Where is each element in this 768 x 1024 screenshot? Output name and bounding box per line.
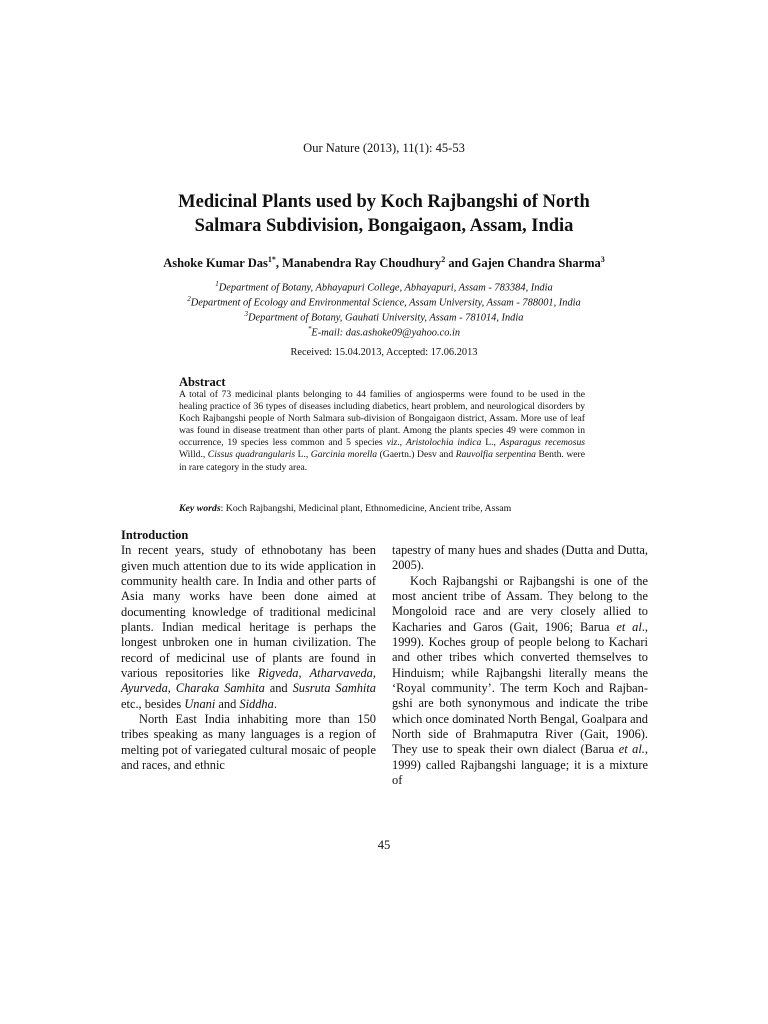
page-number: 45: [377, 838, 391, 852]
text-italic: Susruta Samhita: [292, 681, 376, 696]
intro-paragraph-3: [392, 574, 648, 789]
text-italic: et al: [616, 619, 642, 634]
author-separator: ,: [275, 256, 283, 271]
abstract-section: [179, 375, 585, 474]
abstract-text-part: .,: [397, 437, 406, 449]
corresponding-email: [0, 324, 768, 339]
affiliation-3-text: Department of Botany, Gauhati University, Assam - 781014, India: [248, 312, 524, 324]
paragraph-text: In recent years, study of ethnobotany has been given much attention due to its wide application in community health care. In India and other parts of Asia many works have been done aimed at documenting knowledge of traditional medicinal plants. Indian medical heritage is perhaps the longest unbroken one in human civilization. The record of medicinal use of plants are found in various repositories like: [121, 543, 376, 681]
author-1-sup: 1*: [267, 255, 276, 264]
paper-title: [100, 190, 668, 238]
intro-paragraph-1: [121, 543, 376, 712]
abstract-text-part: L.,: [295, 449, 311, 461]
abstract-text-part: Benth. were in rare category in the study area.: [179, 449, 585, 473]
text-italic: Atharvaveda: [309, 666, 373, 681]
species-name: Garcinia morella: [310, 449, 378, 461]
author-2-sup: 2: [441, 255, 446, 264]
paragraph-text: and: [264, 681, 293, 696]
abstract-italic: viz: [386, 437, 398, 449]
intro-paragraph-2: North East India inhabiting more than 150 tribes speaking as many languages is a region of melting pot of variegated cultural mosaic of people and races, and ethnic: [121, 712, 376, 773]
affiliation-3-sup: 3: [244, 309, 249, 318]
abstract-text-part: Willd.,: [179, 449, 208, 461]
species-name: Rauvolfia serpentina: [455, 449, 536, 461]
received-accepted-dates: Received: 15.04.2013, Accepted: 17.06.2013: [290, 347, 478, 358]
text-italic: Charaka Samhita: [175, 681, 265, 696]
paragraph-text: ., 1999). Koches group of people belong to Kachari and other tribes which converted themselves to Hinduism; while Rajbangshi literally means the ‘Royal community’. The term Koch and Rajban-gshi are both synonymous and indicate the tribe which once dominated North Bengal, Goalpara and North side of Brahmaputra River (Gait, 1906). They use to speak their own dialect (Barua: [392, 619, 648, 757]
paragraph-text: .: [273, 696, 277, 711]
keywords-line: [179, 503, 585, 514]
affiliation-2: [0, 294, 768, 309]
author-3-sup: 3: [600, 255, 605, 264]
author-3: Gajen Chandra Sharma: [471, 256, 601, 271]
paragraph-text: ,: [372, 666, 376, 681]
affiliation-1-sup: 1: [215, 280, 219, 288]
author-1: Ashoke Kumar Das: [163, 256, 268, 271]
author-separator: and: [445, 256, 472, 271]
keywords-label: Key words: [179, 503, 221, 514]
title-line-1: Medicinal Plants used by Koch Rajbangshi of North: [178, 192, 590, 212]
right-column: [392, 543, 648, 789]
affiliation-3: [0, 309, 768, 324]
species-name: Aristolochia indica: [405, 437, 482, 449]
text-italic: Ayurveda: [121, 681, 168, 696]
species-name: Cissus quadrangularis: [207, 449, 296, 461]
text-italic: Unani: [184, 696, 216, 711]
affiliation-1-text: Department of Botany, Abhayapuri College, Abhayapuri, Assam - 783384, India: [218, 282, 553, 294]
paragraph-text: ,: [298, 666, 310, 681]
email-text: E-mail: das.ashoke09@yahoo.co.in: [311, 327, 461, 339]
left-column: [121, 528, 376, 774]
intro-paragraph-2-continued: tapestry of many hues and shades (Dutta and Dutta, 2005).: [392, 543, 648, 573]
abstract-heading: Abstract: [179, 375, 226, 389]
paragraph-text: etc., besides: [121, 696, 185, 711]
affiliation-1: [0, 279, 768, 294]
abstract-text-part: A total of 73 medicinal plants belonging to 44 families of angiosperms were found to be used in the healing practice of 36 types of diseases including diabetics, heart problem, and neurological disorders by Koch Rajbangshi people of North Salmara sub-division of Bongaigaon district, Assam. More use of leaf was found in disease treatment than other parts of plant. Among the plants species 49 were common in occurrence, 19 species less common and 5 species: [179, 389, 585, 449]
keywords-text: : Koch Rajbangshi, Medicinal plant, Ethnomedicine, Ancient tribe, Assam: [220, 503, 512, 514]
journal-citation: Our Nature (2013), 11(1): 45-53: [303, 141, 465, 155]
introduction-heading: Introduction: [121, 528, 189, 542]
email-sup: *: [307, 324, 312, 333]
author-2: Manabendra Ray Choudhury: [282, 256, 442, 271]
abstract-text: [179, 389, 585, 474]
affiliation-2-sup: 2: [187, 294, 191, 303]
paragraph-text: ,: [167, 681, 176, 696]
affiliations: [0, 279, 768, 339]
species-name: Asparagus recemosus: [499, 437, 585, 449]
text-italic: Siddha: [239, 696, 274, 711]
text-italic: et al.: [618, 742, 645, 757]
abstract-text-part: L.,: [481, 437, 500, 449]
affiliation-2-text: Department of Ecology and Environmental Science, Assam University, Assam - 788001, India: [190, 297, 581, 309]
author-list: [0, 255, 768, 271]
paragraph-text: , 1999) called Rajbangshi language; it is a mixture of: [392, 742, 649, 788]
abstract-text-part: (Gaertn.) Desv and: [377, 449, 456, 461]
text-italic: Rigveda: [257, 666, 299, 681]
title-line-2: Salmara Subdivision, Bongaigaon, Assam, India: [194, 216, 574, 236]
paragraph-text: and: [215, 696, 240, 711]
paragraph-text: Koch Rajbangshi or Rajbangshi is one of the most ancient tribe of Assam. They belong to the Mongoloid race and are very closely allied to Kacharies and Garos (Gait, 1906; Barua: [392, 573, 648, 634]
